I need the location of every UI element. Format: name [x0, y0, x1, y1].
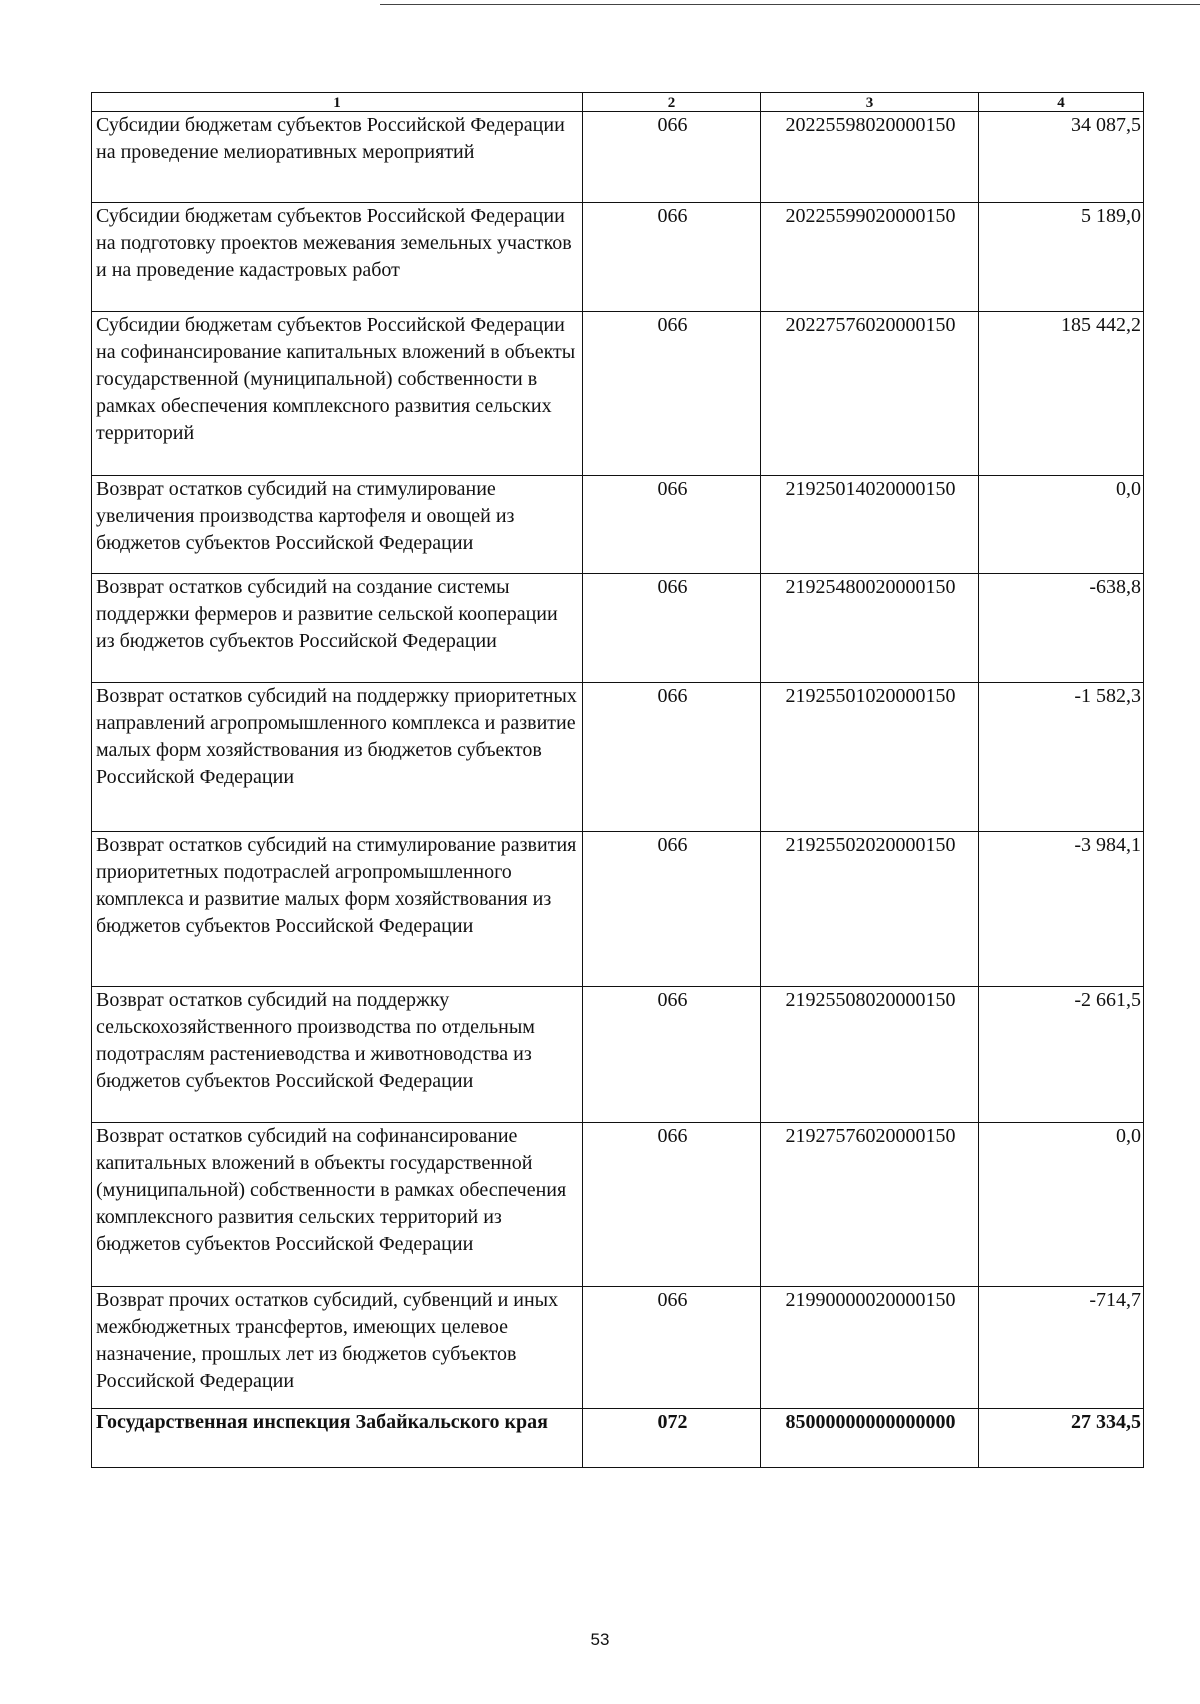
total-name: Государственная инспекция Забайкальского края — [92, 1409, 583, 1468]
total-admin-code: 072 — [583, 1409, 761, 1468]
row-amount: -1 582,3 — [979, 683, 1144, 832]
row-admin-code: 066 — [583, 1287, 761, 1409]
row-name: Возврат остатков субсидий на поддержку приоритетных направлений агропромышленного комплекса и развитие малых форм хозяйствования из бюджетов субъектов Российской Федерации — [92, 683, 583, 832]
row-admin-code: 066 — [583, 476, 761, 574]
table-row — [92, 1287, 1144, 1409]
row-amount: -714,7 — [979, 1287, 1144, 1409]
row-budget-code: 21990000020000150 — [761, 1287, 979, 1409]
row-amount: 0,0 — [979, 1123, 1144, 1287]
column-header-4: 4 — [979, 93, 1144, 112]
row-admin-code: 066 — [583, 574, 761, 683]
row-admin-code: 066 — [583, 112, 761, 203]
row-admin-code: 066 — [583, 312, 761, 476]
row-budget-code: 21925508020000150 — [761, 987, 979, 1123]
row-budget-code: 21925501020000150 — [761, 683, 979, 832]
table-row — [92, 476, 1144, 574]
row-name: Субсидии бюджетам субъектов Российской Федерации на подготовку проектов межевания земельных участков и на проведение кадастровых работ — [92, 203, 583, 312]
table-row — [92, 683, 1144, 832]
row-name: Возврат прочих остатков субсидий, субвенций и иных межбюджетных трансфертов, имеющих целевое назначение, прошлых лет из бюджетов субъектов Российской Федерации — [92, 1287, 583, 1409]
row-amount: -3 984,1 — [979, 832, 1144, 987]
row-name: Возврат остатков субсидий на поддержку сельскохозяйственного производства по отдельным подотраслям растениеводства и животноводства из бюджетов субъектов Российской Федерации — [92, 987, 583, 1123]
row-name: Субсидии бюджетам субъектов Российской Федерации на проведение мелиоративных мероприятий — [92, 112, 583, 203]
budget-table — [91, 92, 1144, 1468]
row-amount: 0,0 — [979, 476, 1144, 574]
table-row — [92, 1123, 1144, 1287]
row-budget-code: 21927576020000150 — [761, 1123, 979, 1287]
table-row — [92, 203, 1144, 312]
row-amount: 34 087,5 — [979, 112, 1144, 203]
table-header-row — [92, 93, 1144, 112]
column-header-1: 1 — [92, 93, 583, 112]
row-admin-code: 066 — [583, 832, 761, 987]
row-budget-code: 20227576020000150 — [761, 312, 979, 476]
scan-top-edge — [380, 4, 1200, 5]
row-name: Возврат остатков субсидий на софинансирование капитальных вложений в объекты государственной (муниципальной) собственности в рамках обеспечения комплексного развития сельских территорий из бюджетов субъектов Российской Федерации — [92, 1123, 583, 1287]
row-amount: -2 661,5 — [979, 987, 1144, 1123]
column-header-3: 3 — [761, 93, 979, 112]
row-name: Возврат остатков субсидий на стимулирование развития приоритетных подотраслей агропромышленного комплекса и развитие малых форм хозяйствования из бюджетов субъектов Российской Федерации — [92, 832, 583, 987]
column-header-2: 2 — [583, 93, 761, 112]
row-amount: 5 189,0 — [979, 203, 1144, 312]
row-budget-code: 20225598020000150 — [761, 112, 979, 203]
row-admin-code: 066 — [583, 987, 761, 1123]
row-name: Возврат остатков субсидий на стимулирование увеличения производства картофеля и овощей из бюджетов субъектов Российской Федерации — [92, 476, 583, 574]
table-total-row — [92, 1409, 1144, 1468]
table-row — [92, 832, 1144, 987]
row-admin-code: 066 — [583, 1123, 761, 1287]
row-name: Возврат остатков субсидий на создание системы поддержки фермеров и развитие сельской кооперации из бюджетов субъектов Российской Федерации — [92, 574, 583, 683]
table-row — [92, 112, 1144, 203]
row-budget-code: 21925502020000150 — [761, 832, 979, 987]
page-number: 53 — [590, 1630, 610, 1649]
table-row — [92, 312, 1144, 476]
row-budget-code: 20225599020000150 — [761, 203, 979, 312]
row-budget-code: 21925480020000150 — [761, 574, 979, 683]
row-admin-code: 066 — [583, 203, 761, 312]
table-row — [92, 987, 1144, 1123]
row-name: Субсидии бюджетам субъектов Российской Федерации на софинансирование капитальных вложений в объекты государственной (муниципальной) собственности в рамках обеспечения комплексного развития сельских территорий — [92, 312, 583, 476]
total-amount: 27 334,5 — [979, 1409, 1144, 1468]
row-amount: 185 442,2 — [979, 312, 1144, 476]
row-amount: -638,8 — [979, 574, 1144, 683]
table-row — [92, 574, 1144, 683]
row-budget-code: 21925014020000150 — [761, 476, 979, 574]
total-budget-code: 85000000000000000 — [761, 1409, 979, 1468]
row-admin-code: 066 — [583, 683, 761, 832]
